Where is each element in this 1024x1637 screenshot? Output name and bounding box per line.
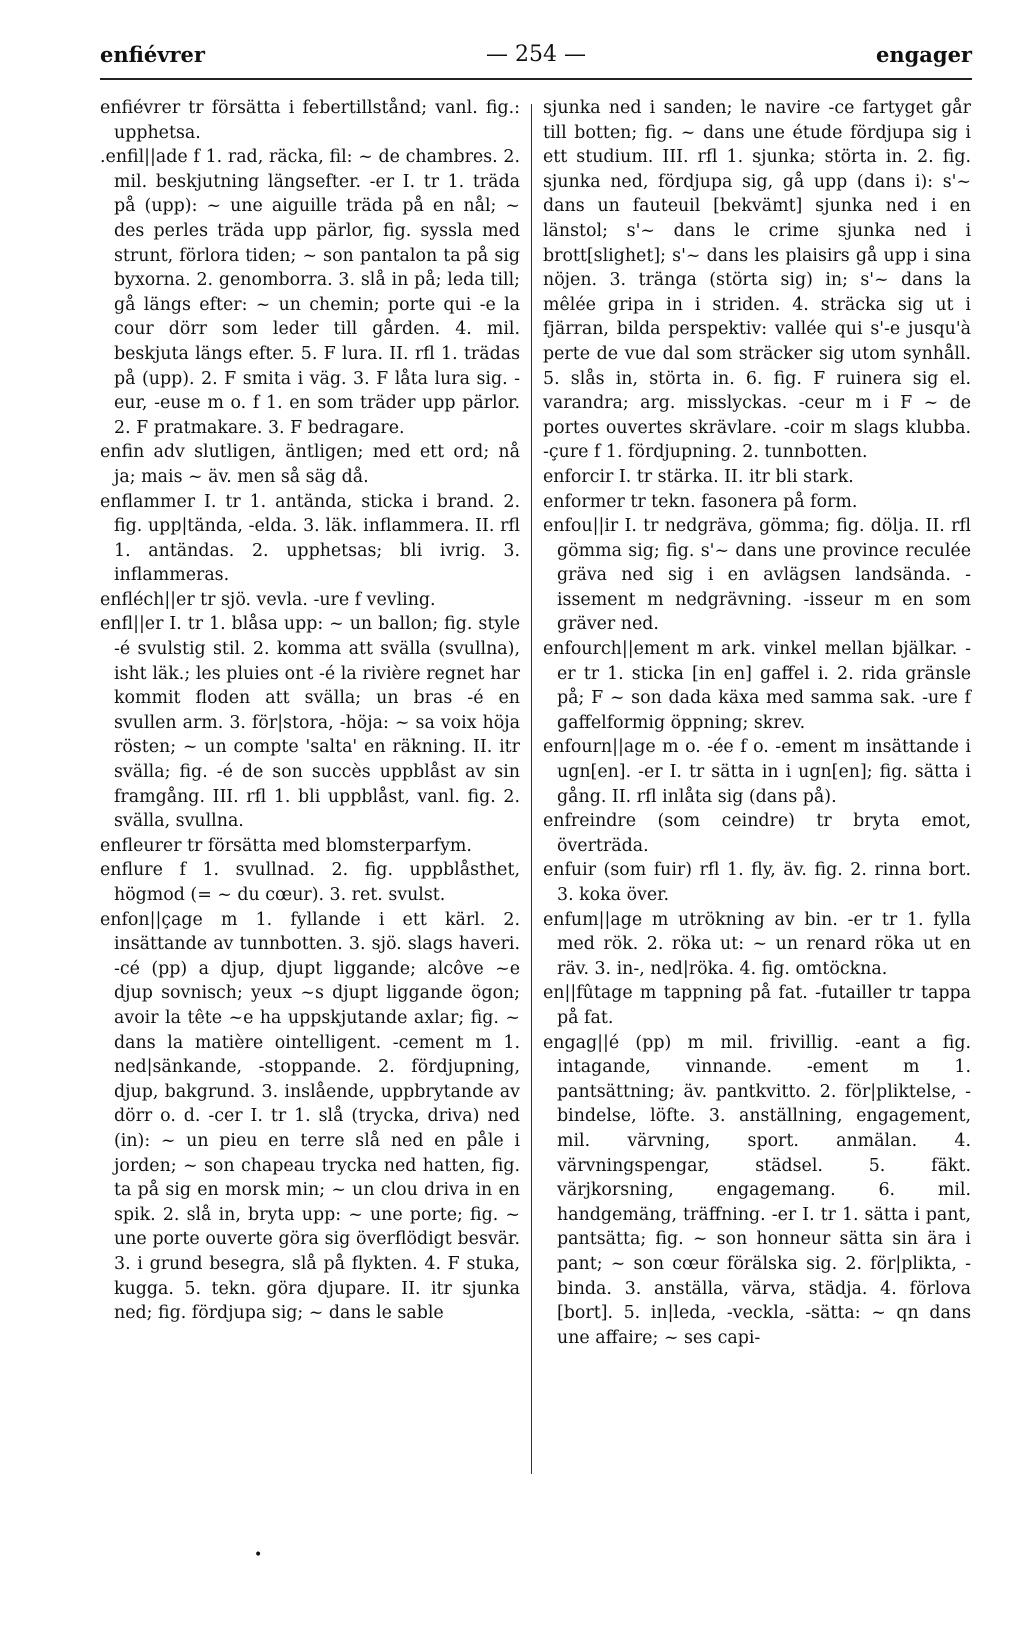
dictionary-entry: enfum||age m utrökning av bin. -er tr 1. fylla med rök. 2. röka ut: ~ un renard röka ut en räv. 3. in-, ned|röka. 4. fig. omtöckna. <box>543 909 971 979</box>
dictionary-entry: enfl||er I. tr 1. blåsa upp: ~ un ballon; fig. style -é svulstig stil. 2. komma att svälla (svullna), isht läk.; les pluies ont -é la rivière regnet har kommit floden att svälla; un bras -é en svullen arm. 3. för|stora, -höja: ~ sa voix höja rösten; ~ un compte 'salta' en räkning. II. itr svälla; fig. -é de son succès uppblåst av sin framgång. III. rfl 1. bli uppblåst, vanl. fig. 2. svälla, svullna. <box>100 614 520 832</box>
dictionary-entry: enfin adv slutligen, äntligen; med ett ord; nå ja; mais ~ äv. men så säg då. <box>100 442 520 487</box>
dictionary-entry: enflure f 1. svullnad. 2. fig. uppblåsthet, högmod (= ~ du cœur). 3. ret. svulst. <box>100 860 520 905</box>
header-first-word: enfiévrer <box>100 42 205 67</box>
dictionary-entry: en||fûtage m tappning på fat. -futailler tr tappa på fat. <box>543 983 971 1028</box>
dictionary-entry: engag||é (pp) m mil. frivillig. -eant a fig. intagande, vinnande. -ement m 1. pantsättning; äv. pantkvitto. 2. för|pliktelse, -bindelse, löfte. 3. anställning, engagement, mil. värvning, sport. anmälan. 4. värvningspengar, städsel. 5. fäkt. värjkorsning, engagemang. 6. mil. handgemäng, träffning. -er I. tr 1. sätta i pant, pantsätta; fig. ~ son honneur sätta sin ära i pant; ~ son cœur förälska sig. 2. för|plikta, -binda. 3. anställa, värva, städja. 4. förlova [bort]. 5. in|leda, -veckla, -sätta: ~ qn dans une affaire; ~ ses capi- <box>543 1032 971 1348</box>
dictionary-entry: enfourn||age m o. -ée f o. -ement m insättande i ugn[en]. -er I. tr sätta in i ugn[en]; fig. sätta i gång. II. rfl inlåta sig (dans på). <box>543 737 971 807</box>
right-column <box>543 96 971 1350</box>
left-column <box>100 96 520 1326</box>
header-last-word: engager <box>875 42 972 67</box>
running-header <box>100 42 972 82</box>
print-mark: • <box>254 1547 263 1563</box>
dictionary-entry: enformer tr tekn. fasonera på form. <box>543 491 858 512</box>
dictionary-entry: enfreindre (som ceindre) tr bryta emot, överträda. <box>543 811 971 856</box>
dictionary-entry: enfon||çage m 1. fyllande i ett kärl. 2. insättande av tunnbotten. 3. sjö. slags haveri. -cé (pp) a djup, djupt liggande; alcôve ~e djup sovnisch; yeux ~s djupt liggande ögon; avoir la tête ~e ha uppskjutande axlar; fig. ~ dans la matière ointelligent. -cement m 1. ned|sänkande, -stoppande. 2. fördjupning, djup, bakgrund. 3. inslående, uppbrytande av dörr o. d. -cer I. tr 1. slå (trycka, driva) ned (in): ~ un pieu en terre slå ned en påle i jorden; ~ son chapeau trycka ned hatten, fig. ta på sig en morsk min; ~ un clou driva in en spik. 2. slå in, bryta upp: ~ une porte; fig. ~ une porte ouverte göra sig överflödigt besvär. 3. i grund besegra, slå på flykten. 4. F stuka, kugga. 5. tekn. göra djupare. II. itr sjunka ned; fig. fördjupa sig; ~ dans le sable <box>100 909 520 1324</box>
dictionary-entry: .enfil||ade f 1. rad, räcka, fil: ~ de chambres. 2. mil. beskjutning längsefter. -er I. tr 1. träda på (upp): ~ une aiguille träda på en nål; ~ des perles träda upp pärlor, fig. syssla med strunt, förlora tiden; ~ son pantalon ta på sig byxorna. 2. genomborra. 3. slå in på; leda till; gå längs efter: ~ un chemin; porte qui -e la cour dörr som leder till gården. 4. mil. beskjuta längs efter. 5. F lura. II. rfl 1. trädas på (upp). 2. F smita i väg. 3. F låta lura sig. -eur, -euse m o. f 1. en som träder upp pärlor. 2. F pratmakare. 3. F bedragare. <box>100 147 520 438</box>
dictionary-entry: enfleurer tr försätta med blomsterparfym. <box>100 835 472 856</box>
page-number: — 254 — <box>486 42 586 67</box>
dictionary-entry-continued: sjunka ned i sanden; le navire -ce fartyget går till botten; fig. ~ dans une étude fördjupa sig i ett studium. III. rfl 1. sjunka; störta in. 2. fig. sjunka ned, fördjupa sig, gå upp (dans i): s'~ dans un fauteuil [bekvämt] sjunka ned i en länstol; s'~ dans le crime sjunka ned i brott[slighet]; s'~ dans les plaisirs gå upp i sina nöjen. 3. tränga (störta sig) in; s'~ dans la mêlée gripa in i striden. 4. sträcka sig ut i fjärran, bilda perspektiv: vallée qui s'-e jusqu'à perte de vue dal som sträcker sig utom synhåll. 5. slås in, störta in. 6. fig. F ruinera sig el. varandra; arg. misslyckas. -ceur m i F ~ de portes ouvertes skrävlare. -coir m slags klubba. -çure f 1. fördjupning. 2. tunnbotten. <box>543 98 971 463</box>
header-rule <box>100 78 972 80</box>
dictionary-entry: enfuir (som fuir) rfl 1. fly, äv. fig. 2. rinna bort. 3. koka över. <box>543 860 971 905</box>
dictionary-entry: enfléch||er tr sjö. vevla. -ure f vevling. <box>100 589 436 610</box>
dictionary-entry: enfourch||ement m ark. vinkel mellan bjälkar. -er tr 1. sticka [in en] gaffel i. 2. rida gränsle på; F ~ son dada käxa med samma sak. -ure f gaffelformig öppning; skrev. <box>543 639 971 733</box>
dictionary-entry: enfiévrer tr försätta i febertillstånd; vanl. fig.: upphetsa. <box>100 98 520 143</box>
dictionary-entry: enfou||ir I. tr nedgräva, gömma; fig. dölja. II. rfl gömma sig; fig. s'~ dans une province reculée gräva ned sig i en avlägsen landsända. -issement m nedgrävning. -isseur m en som gräver ned. <box>543 516 971 635</box>
dictionary-entry: enflammer I. tr 1. antända, sticka i brand. 2. fig. upp|tända, -elda. 3. läk. inflammera. II. rfl 1. antändas. 2. upphetsas; bli ivrig. 3. inflammeras. <box>100 491 520 586</box>
column-divider <box>531 104 532 1474</box>
dictionary-entry: enforcir I. tr stärka. II. itr bli stark. <box>543 466 854 487</box>
